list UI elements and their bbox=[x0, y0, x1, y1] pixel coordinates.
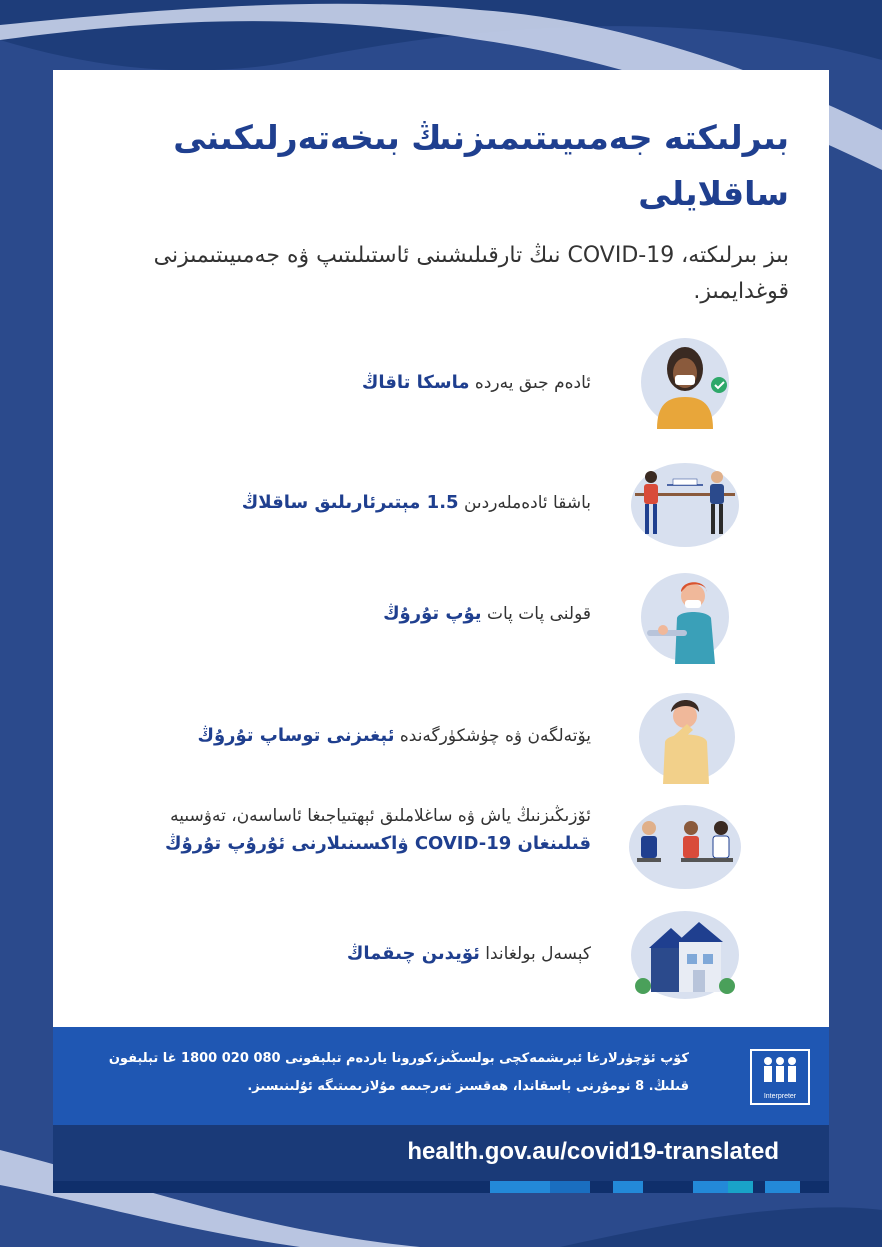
interpreter-label: Interpreter bbox=[763, 1093, 797, 1100]
hand-washing-icon bbox=[627, 570, 743, 664]
item-bold: يۇپ تۇرۇڭ bbox=[383, 603, 482, 624]
item-bold: قىلىنغان COVID-19 ۋاكسىنىلارنى ئۇرۇپ تۇرۇڭ bbox=[165, 833, 591, 854]
item-bold: ئۆيدىن چىقماڭ bbox=[346, 943, 480, 964]
item-text: يۆتەلگەن ۋە چۈشكۈرگەندە bbox=[399, 726, 591, 746]
intro-text: بىز بىرلىكتە، COVID-19 نىڭ تارقىلىشىنى ئاستىلىتىپ ۋە جەمىيىتىمىزنى قوغدايمىز. bbox=[153, 243, 789, 304]
item-bold: ئېغىزنى توساپ تۇرۇڭ bbox=[197, 725, 395, 746]
helpline-text: كۆپ ئۆچۈرلارغا ئېرىشمەكچى بولسىڭىز،كورونا ياردەم تېلېفونى 080 020 1800 غا تېلېفون قىلىڭ. 8 نومۇرنى باسقاندا، ھەقسىز تەرجىمە مۇلازىمىتىگە ئۇلىنىسىز. bbox=[108, 1051, 689, 1094]
helpline-footer bbox=[53, 1027, 829, 1125]
decorative-stripe bbox=[53, 1181, 829, 1193]
poster-title: بىرلىكتە جەمىيىتىمىزنىڭ بىخەتەرلىكىنى ساقلايلى bbox=[173, 118, 789, 213]
item-text: ئادەم جىق يەردە bbox=[474, 373, 591, 393]
item-text: كېسەل بولغاندا bbox=[485, 944, 591, 964]
social-distancing-icon bbox=[627, 455, 743, 549]
item-text: قولنى پات پات bbox=[486, 604, 591, 624]
url-bar bbox=[53, 1125, 829, 1181]
item-text: ئۆزىڭىزنىڭ ياش ۋە ساغلاملىق ئېھتىياجىغا ئاساسەن، تەۋسىيە bbox=[170, 806, 591, 826]
cough-into-elbow-icon bbox=[627, 690, 743, 784]
poster-card bbox=[53, 70, 829, 1027]
item-bold: 1.5 مېتىرئارىلىق ساقلاڭ bbox=[241, 492, 459, 513]
vaccination-icon bbox=[627, 800, 743, 894]
interpreter-logo bbox=[750, 1049, 810, 1105]
woman-wearing-mask-icon bbox=[627, 335, 743, 429]
house-icon bbox=[627, 908, 743, 1002]
item-bold: ماسكا تاقاڭ bbox=[361, 372, 470, 393]
item-text: باشقا ئادەملەردىن bbox=[463, 493, 591, 513]
website-link[interactable]: health.gov.au/covid19-translated bbox=[407, 1138, 779, 1165]
interpreter-people-icon bbox=[752, 1051, 808, 1089]
